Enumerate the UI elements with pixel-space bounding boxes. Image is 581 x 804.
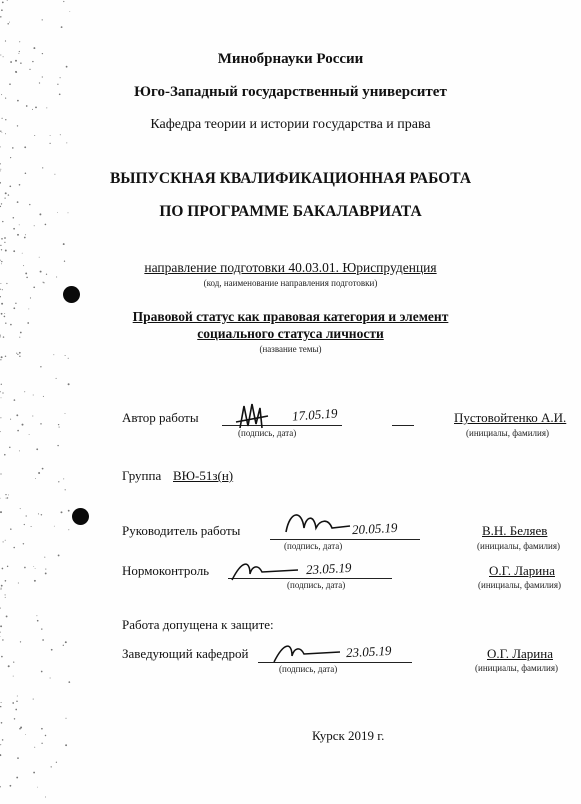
scan-speck — [0, 754, 1, 756]
scan-speck — [2, 2, 4, 4]
scan-speck — [0, 391, 1, 392]
scan-speck — [2, 289, 3, 290]
scan-speck — [0, 706, 1, 708]
scan-speck — [24, 237, 26, 239]
scan-speck — [14, 718, 15, 719]
scan-speck — [42, 468, 44, 470]
scan-speck — [24, 567, 26, 569]
scan-speck — [32, 109, 33, 110]
scan-speck — [42, 19, 43, 20]
scan-speck — [0, 786, 1, 788]
author-name: Пустовойтенко А.И. — [454, 410, 567, 425]
supervisor-label: Руководитель работы — [122, 523, 241, 538]
scan-speck — [7, 0, 8, 1]
scan-speck — [0, 296, 1, 297]
scan-speck — [54, 526, 55, 527]
scan-speck — [1, 585, 3, 587]
scan-speck — [1, 249, 2, 250]
scan-speck — [0, 146, 1, 147]
scan-speck — [5, 594, 6, 595]
scan-speck — [37, 787, 38, 788]
scan-speck — [12, 147, 14, 149]
scan-speck — [68, 358, 69, 359]
scan-speck — [42, 167, 43, 168]
scan-speck — [41, 628, 42, 629]
scan-speck — [58, 554, 60, 556]
scan-speck — [58, 481, 59, 482]
scan-speck — [4, 197, 5, 198]
scan-speck — [56, 378, 57, 379]
scan-speck — [61, 26, 63, 28]
scan-speck — [20, 727, 22, 729]
scan-speck — [0, 163, 1, 165]
scan-speck — [1, 356, 3, 358]
scan-speck — [0, 359, 1, 360]
scan-speck — [7, 23, 9, 25]
scan-speck — [53, 354, 54, 355]
scan-speck — [19, 450, 20, 451]
scan-speck — [0, 607, 1, 608]
scan-speck — [2, 221, 3, 222]
scan-speck — [33, 772, 35, 774]
scan-speck — [0, 431, 1, 432]
scan-speck — [65, 718, 66, 719]
study-direction-hint: (код, наименование направления подготовки) — [203, 278, 378, 288]
scan-speck — [1, 397, 2, 398]
scan-speck — [33, 395, 34, 396]
scan-speck — [16, 777, 18, 779]
scan-speck — [2, 639, 3, 640]
scan-speck — [0, 744, 1, 745]
scan-speck — [63, 1, 64, 2]
scan-speck — [10, 157, 11, 158]
scan-speck — [34, 225, 35, 226]
scan-speck — [38, 513, 39, 514]
scan-speck — [45, 569, 46, 570]
scan-speck — [22, 424, 24, 426]
normcontrol-sign-hint: (подпись, дата) — [287, 580, 346, 590]
scan-speck — [0, 511, 2, 513]
scan-speck — [13, 661, 14, 662]
scan-speck — [5, 192, 7, 194]
scan-speck — [5, 494, 6, 495]
scan-speck — [63, 243, 65, 245]
scan-speck — [2, 568, 4, 570]
scan-speck — [17, 234, 19, 236]
scan-speck — [33, 566, 34, 567]
scan-speck — [68, 529, 69, 530]
scan-speck — [5, 356, 6, 357]
head-name-hint: (инициалы, фамилия) — [475, 663, 558, 673]
scan-speck — [0, 245, 1, 246]
scan-speck — [2, 392, 3, 393]
scan-speck — [0, 473, 1, 474]
scan-speck — [4, 237, 6, 239]
scan-speck — [33, 699, 34, 700]
supervisor-name: В.Н. Беляев — [482, 523, 548, 538]
scan-speck — [49, 143, 50, 144]
scan-speck — [20, 508, 21, 509]
scan-speck — [35, 106, 37, 108]
head-name: О.Г. Ларина — [487, 646, 553, 661]
scan-speck — [12, 702, 14, 704]
ministry-name: Минобрнауки России — [217, 51, 364, 67]
normcontrol-name: О.Г. Ларина — [489, 563, 555, 578]
scan-speck — [1, 9, 3, 11]
author-sign-date: 17.05.19 — [291, 405, 338, 424]
scan-speck — [61, 511, 63, 513]
scan-speck — [9, 22, 10, 23]
author-label: Автор работы — [122, 410, 199, 425]
scan-speck — [0, 625, 2, 627]
scan-speck — [1, 384, 2, 385]
scan-speck — [50, 678, 51, 679]
scan-speck — [34, 580, 36, 582]
scan-speck — [25, 734, 26, 735]
scan-speck — [66, 142, 67, 143]
scan-speck — [5, 580, 7, 582]
scan-speck — [30, 297, 31, 298]
scan-speck — [51, 766, 52, 767]
scan-speck — [41, 514, 42, 515]
group-value: ВЮ-51з(н) — [173, 468, 234, 483]
scan-speck — [15, 709, 17, 711]
scan-speck — [56, 762, 57, 763]
scan-speck — [14, 399, 16, 401]
scan-speck — [36, 615, 37, 616]
scan-speck — [3, 541, 4, 542]
scan-speck — [8, 665, 10, 667]
scan-speck — [0, 417, 1, 418]
group-label: Группа — [122, 468, 162, 483]
scan-speck — [1, 588, 2, 589]
scan-speck — [45, 735, 46, 736]
scan-speck — [34, 135, 35, 136]
scan-speck — [19, 356, 20, 357]
scan-speck — [1, 702, 2, 703]
scan-speck — [8, 194, 9, 195]
scan-speck — [39, 257, 40, 258]
supervisor-name-hint: (инициалы, фамилия) — [477, 541, 560, 551]
scan-speck — [16, 414, 18, 416]
scan-speck — [60, 77, 61, 78]
scan-speck — [15, 303, 16, 304]
scan-speck — [50, 135, 51, 136]
scan-speck — [35, 478, 36, 479]
scan-speck — [58, 424, 59, 425]
topic-line2: социального статуса личности — [197, 326, 384, 341]
author-sign-hint: (подпись, дата) — [238, 428, 297, 438]
scan-speck — [69, 11, 70, 12]
scan-speck — [38, 472, 40, 474]
scan-speck — [5, 40, 6, 41]
scan-speck — [46, 107, 47, 108]
scan-speck — [10, 785, 12, 787]
scan-speck — [17, 757, 19, 759]
university-name: Юго-Западный государственный университет — [134, 84, 447, 100]
scan-speck — [45, 224, 47, 226]
scan-speck — [45, 572, 47, 574]
admitted-to-defense: Работа допущена к защите: — [122, 617, 274, 632]
scan-speck — [0, 289, 1, 291]
scan-speck — [31, 526, 32, 527]
scan-speck — [22, 253, 23, 254]
scan-speck — [10, 419, 11, 420]
scan-speck — [44, 557, 45, 558]
scan-speck — [35, 568, 36, 569]
scan-speck — [5, 540, 6, 541]
scan-speck — [23, 543, 24, 544]
supervisor-sign-hint: (подпись, дата) — [284, 541, 343, 551]
scan-speck — [37, 620, 39, 622]
scan-speck — [36, 448, 38, 450]
scan-speck — [1, 589, 2, 590]
scan-speck — [4, 242, 5, 243]
scan-speck — [25, 234, 26, 235]
head-sign-hint: (подпись, дата) — [279, 664, 338, 674]
scan-speck — [68, 510, 70, 512]
normcontrol-label: Нормоконтроль — [122, 563, 210, 578]
scan-speck — [41, 671, 43, 673]
author-extra-line — [392, 425, 414, 426]
scan-speck — [33, 47, 35, 49]
scan-speck — [6, 498, 7, 499]
scan-speck — [5, 597, 6, 598]
city-year: Курск 2019 г. — [312, 728, 385, 743]
author-name-hint: (инициалы, фамилия) — [466, 428, 549, 438]
scan-speck — [63, 478, 64, 479]
scan-speck — [0, 16, 1, 17]
scan-speck — [1, 238, 3, 240]
scan-speck — [26, 515, 27, 516]
scan-speck — [1, 303, 3, 305]
scan-speck — [20, 641, 21, 642]
scan-speck — [24, 146, 26, 148]
scan-speck — [15, 71, 17, 73]
scan-speck — [9, 447, 10, 448]
head-sign-date: 23.05.19 — [345, 642, 392, 661]
scan-speck — [7, 566, 8, 567]
scan-speck — [65, 641, 67, 643]
scan-speck — [41, 743, 42, 744]
head-label: Заведующий кафедрой — [122, 646, 249, 661]
scan-speck — [13, 228, 15, 230]
normcontrol-sign-date: 23.05.19 — [305, 559, 352, 578]
supervisor-sign-date: 20.05.19 — [351, 519, 398, 538]
scan-speck — [57, 445, 58, 446]
scan-speck — [60, 134, 61, 135]
department-name: Кафедра теории и истории государства и права — [150, 117, 431, 132]
scan-speck — [19, 224, 20, 225]
normcontrol-name-hint: (инициалы, фамилия) — [478, 580, 561, 590]
scan-speck — [16, 701, 18, 703]
scan-speck — [26, 105, 28, 107]
scan-speck — [68, 681, 70, 683]
scan-speck — [7, 497, 8, 498]
scan-speck — [13, 250, 15, 252]
scan-speck — [40, 423, 41, 424]
scan-speck — [6, 615, 8, 617]
scan-speck — [4, 454, 6, 456]
scan-speck — [29, 434, 30, 435]
scan-speck — [1, 722, 3, 724]
scan-speck — [63, 645, 64, 646]
scan-speck — [59, 427, 60, 428]
scan-speck — [13, 547, 15, 549]
scan-speck — [19, 41, 20, 42]
scan-speck — [10, 528, 12, 530]
scan-speck — [65, 744, 67, 746]
scan-speck — [18, 582, 19, 583]
scan-speck — [5, 133, 6, 134]
work-title-line2: ПО ПРОГРАММЕ БАКАЛАВРИАТА — [159, 203, 422, 220]
scan-speck — [24, 391, 25, 392]
scan-speck — [65, 413, 66, 414]
scan-speck — [2, 739, 4, 741]
topic-line1: Правовой статус как правовая категория и элемент — [132, 309, 449, 324]
scan-speck — [40, 366, 41, 367]
scan-speck — [43, 396, 44, 397]
scan-speck — [17, 696, 18, 697]
scan-speck — [24, 524, 25, 525]
scan-speck — [5, 250, 7, 252]
scan-speck — [45, 797, 46, 798]
scan-speck — [32, 415, 33, 416]
scan-speck — [1, 656, 3, 658]
scan-speck — [17, 430, 19, 432]
scan-speck — [41, 728, 43, 730]
scan-speck — [29, 69, 30, 70]
scan-speck — [8, 494, 9, 495]
scan-speck — [0, 631, 1, 632]
scan-speck — [51, 649, 53, 651]
punch-hole-bottom — [72, 508, 89, 525]
scan-speck — [34, 747, 35, 748]
punch-hole-top — [63, 286, 80, 303]
work-title-line1: ВЫПУСКНАЯ КВАЛИФИКАЦИОННАЯ РАБОТА — [109, 170, 472, 187]
scan-speck — [42, 639, 44, 641]
scan-speck — [68, 383, 70, 385]
scan-speck — [42, 76, 43, 77]
study-direction: направление подготовки 40.03.01. Юриспруденция — [144, 260, 437, 275]
scan-speck — [13, 676, 14, 677]
scan-speck — [65, 489, 66, 490]
scan-speck — [65, 355, 66, 356]
topic-hint: (название темы) — [259, 344, 322, 354]
